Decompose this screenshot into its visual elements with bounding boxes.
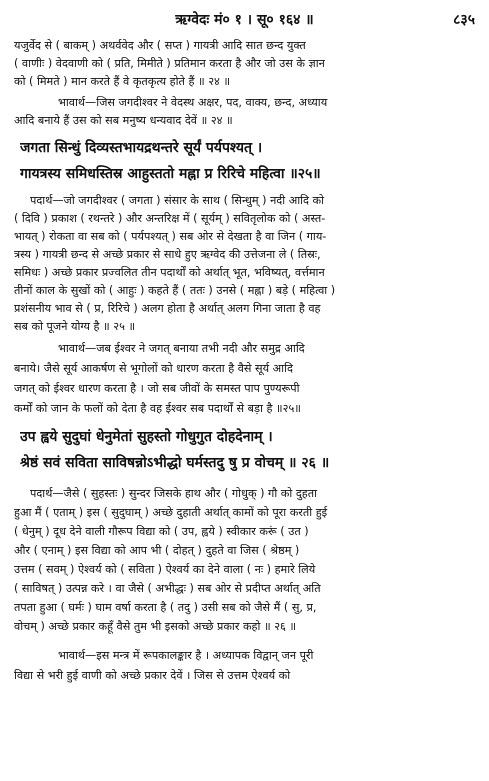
bhavarth-line: जगत् को ईश्वर धारण करता है । जो सब जीवों के समस्त पाप पुण्यरूपी: [14, 382, 300, 395]
text-line: यजुर्वेद से ( बाकम् ) अथर्ववेद और ( सप्त ) गायत्री आदि सात छन्द युक्त: [14, 39, 306, 52]
padarth-line: प्रशंसनीय भाव से ( प्र, रिरिचे ) अलग होता है अर्थात् अलग गिना जाता है वह: [14, 302, 321, 315]
bhavarth-line: भावार्थ—जिस जगदीश्वर ने वेदस्थ अक्षर, पद, वाक्य, छन्द, अध्याय: [58, 96, 328, 109]
page-header: [0, 8, 489, 34]
padarth-line: ( दिवि ) प्रकाश ( रथन्तरे ) और अन्तरिक्ष में ( सूर्यम् ) सवितृलोक को ( अस्त-: [14, 212, 326, 225]
padarth-line: समिधः ) अच्छे प्रकार प्रज्वलित तीन पदार्थों को अर्थात् भूत, भविष्यत्, वर्त्तमान: [14, 266, 325, 279]
bhavarth-line: बनाये। जैसे सूर्य आकर्षण से भूगोलों को धारण करता है वैसे सूर्य आदि: [14, 362, 293, 375]
padarth-line: तपता हुआ ( घर्मः ) घाम वर्षा करता है ( तदु ) उसी सब को जैसे मैं ( सु, प्र,: [14, 601, 317, 614]
padarth-line: हुआ मैं ( एताम् ) इस ( सुदुघाम् ) अच्छे दुहाती अर्थात् कामों को पूरा करती हुई: [14, 506, 328, 519]
bhavarth-line: भावार्थ—जब ईश्वर ने जगत् बनाया तभी नदी और समुद्र आदि: [58, 342, 305, 355]
padarth-line: त्रस्य ) गायत्री छन्द से अच्छे प्रकार से साधे हुए ऋग्वेद की उत्तेजना ले ( तिस्रः,: [14, 248, 321, 261]
bhavarth-line: कर्मों को जान के फलों को देता है वह ईश्वर सब पदार्थों से बड़ा है ॥२५॥: [14, 402, 301, 415]
bhavarth-line: आदि बनाये हैं उस को सब मनुष्य धन्यवाद देवें ॥ २४ ॥: [14, 114, 233, 127]
padarth-line: और ( एनाम् ) इस विद्या को आप भी ( दोहत् ) दुहते वा जिस ( श्रेष्ठम् ): [14, 544, 300, 557]
padarth-line: पदार्थ—जैसे ( सुहस्तः ) सुन्दर जिसके हाथ और ( गोधुक् ) गौ को दुहता: [30, 487, 317, 500]
mantra-line: गायत्रस्य समिधस्तिस्र आहुस्ततो मह्ना प्र रिरिचे महित्वा ॥२५॥: [20, 166, 321, 182]
padarth-line: तीनों काल के सुखों को ( आहुः ) कहते हैं ( ततः ) उनसे ( मह्ना ) बड़े ( महित्वा ): [14, 284, 336, 297]
padarth-line: उत्तम ( सवम् ) ऐश्वर्य को ( सविता ) ऐश्वर्य का देने वाला ( नः ) हमारे लिये: [14, 563, 316, 576]
mantra-line: श्रेष्ठं सवं सविता साविषन्नोऽभीद्धो घर्मस्तदु षु प्र वोचम् ॥ २६ ॥: [20, 455, 330, 471]
text-line: को ( मिमते ) मान करते हैं वे कृतकृत्य होते हैं ॥ २४ ॥: [14, 75, 231, 88]
text-line: ( वाणीः ) वेदवाणी को ( प्रति, मिमीते ) प्रतिमान करता है और जो उस के ज्ञान: [14, 57, 325, 70]
padarth-line: वोचम् ) अच्छे प्रकार कहूँ वैसे तुम भी इसको अच्छे प्रकार कहो ॥ २६ ॥: [14, 620, 297, 633]
padarth-line: ( साविषत् ) उत्पन्न करे । वा जैसे ( अभीद्धः ) सब ओर से प्रदीप्त अर्थात् अति: [14, 582, 321, 595]
mantra-line: जगता सिन्धुं दिव्यस्तभायद्रथन्तरे सूर्यं पर्यपश्यत् ।: [20, 140, 263, 156]
running-title: ऋग्वेदः मं० १ । सू० १६४ ॥: [175, 12, 314, 28]
mantra-line: उप ह्वये सुदुघां धेनुमेतां सुहस्तो गोधुगुत दोहदेनाम् ।: [20, 429, 273, 445]
padarth-line: सब को पूजने योग्य है ॥ २५ ॥: [14, 320, 136, 333]
bhavarth-line: भावार्थ—इस मन्त्र में रूपकालङ्कार है । अध्यापक विद्वान् जन पूरी: [58, 649, 314, 662]
padarth-line: ( धेनुम् ) दूध देने वाली गौरूप विद्या को ( उप, ह्वये ) स्वीकार करूं ( उत ): [14, 525, 309, 538]
bhavarth-line: विद्या से भरी हुई वाणी को अच्छे प्रकार देवें । जिस से उत्तम ऐश्वर्य को: [14, 669, 291, 682]
page-number: ८३५: [453, 12, 475, 28]
padarth-line: भायत् ) रोकता वा सब को ( पर्यपश्यत् ) सब ओर से देखता है वा जिन ( गाय-: [14, 230, 327, 243]
padarth-line: पदार्थ—जो जगदीश्वर ( जगता ) संसार के साथ ( सिन्धुम् ) नदी आदि को: [30, 194, 325, 207]
